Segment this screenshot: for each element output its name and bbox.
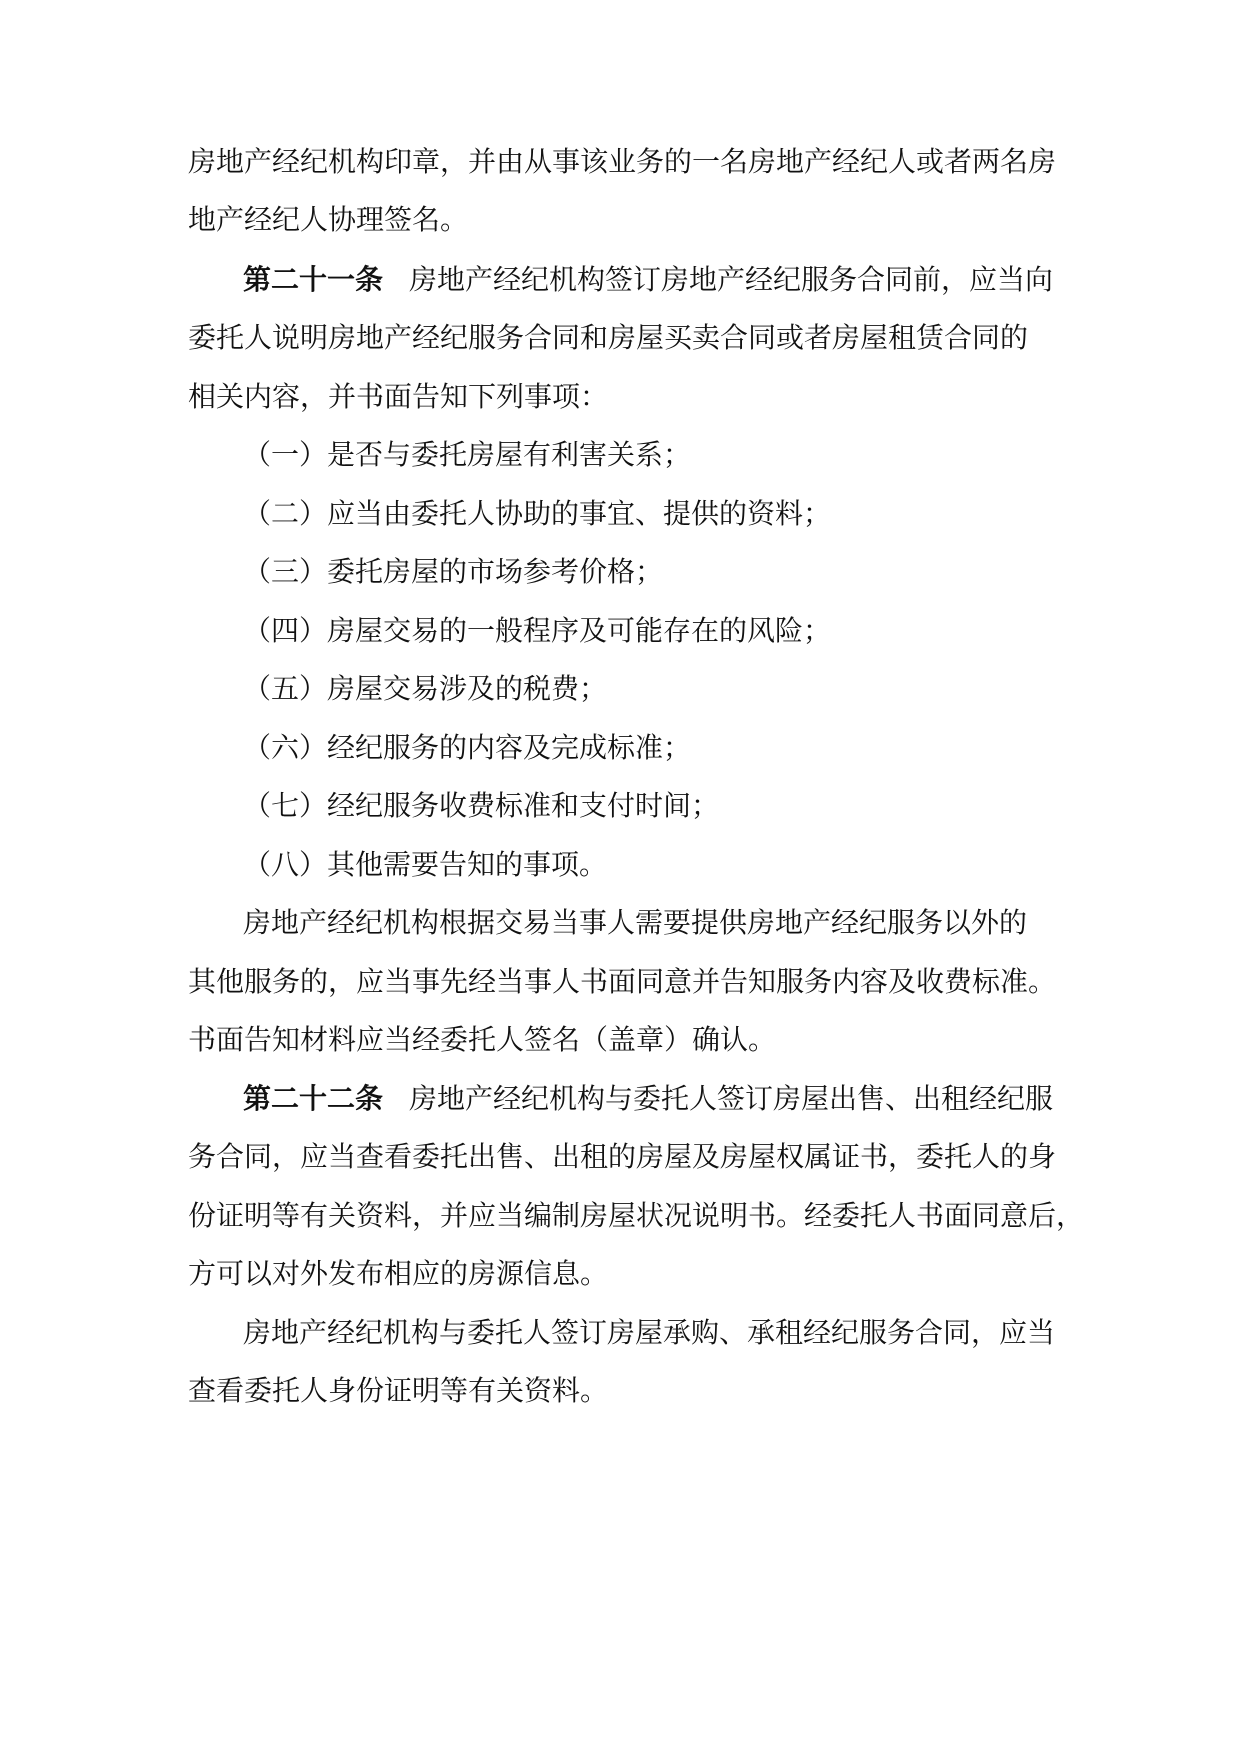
list-item: （二）应当由委托人协助的事宜、提供的资料； — [243, 497, 832, 530]
paragraph-continued-line: 地产经纪人协理签名。 — [188, 203, 469, 236]
paragraph-line: 房地产经纪机构与委托人签订房屋承购、承租经纪服务合同，应当 — [243, 1316, 1056, 1349]
paragraph-line: 书面告知材料应当经委托人签名（盖章）确认。 — [188, 1023, 777, 1056]
paragraph-line: 房地产经纪机构根据交易当事人需要提供房地产经纪服务以外的 — [243, 906, 1028, 939]
article-22-line: 务合同，应当查看委托出售、出租的房屋及房屋权属证书，委托人的身 — [188, 1140, 1057, 1173]
article-22-first-line — [243, 1081, 1053, 1117]
paragraph-continued-line: 房地产经纪机构印章，并由从事该业务的一名房地产经纪人或者两名房 — [188, 145, 1057, 178]
list-item: （六）经纪服务的内容及完成标准； — [243, 731, 692, 764]
article-21-line: 相关内容，并书面告知下列事项： — [188, 380, 609, 413]
paragraph-line: 其他服务的，应当事先经当事人书面同意并告知服务内容及收费标准。 — [188, 965, 1057, 998]
list-item: （八）其他需要告知的事项。 — [243, 848, 608, 881]
article-22-heading: 第二十二条 — [243, 1082, 384, 1115]
article-22-line: 方可以对外发布相应的房源信息。 — [188, 1257, 609, 1290]
list-item: （一）是否与委托房屋有利害关系； — [243, 438, 692, 471]
paragraph-line: 查看委托人身份证明等有关资料。 — [188, 1374, 609, 1407]
list-item: （七）经纪服务收费标准和支付时间； — [243, 789, 720, 822]
article-21-line: 委托人说明房地产经纪服务合同和房屋买卖合同或者房屋租赁合同的 — [188, 321, 1029, 354]
article-22-text: 房地产经纪机构与委托人签订房屋出售、出租经纪服 — [409, 1082, 1054, 1115]
list-item: （三）委托房屋的市场参考价格； — [243, 555, 664, 588]
list-item: （五）房屋交易涉及的税费； — [243, 672, 608, 705]
list-item: （四）房屋交易的一般程序及可能存在的风险； — [243, 614, 832, 647]
article-21-heading: 第二十一条 — [243, 263, 384, 296]
article-21-first-line — [243, 262, 1053, 298]
article-21-text: 房地产经纪机构签订房地产经纪服务合同前，应当向 — [409, 263, 1054, 296]
article-22-line: 份证明等有关资料，并应当编制房屋状况说明书。经委托人书面同意后， — [188, 1199, 1085, 1232]
